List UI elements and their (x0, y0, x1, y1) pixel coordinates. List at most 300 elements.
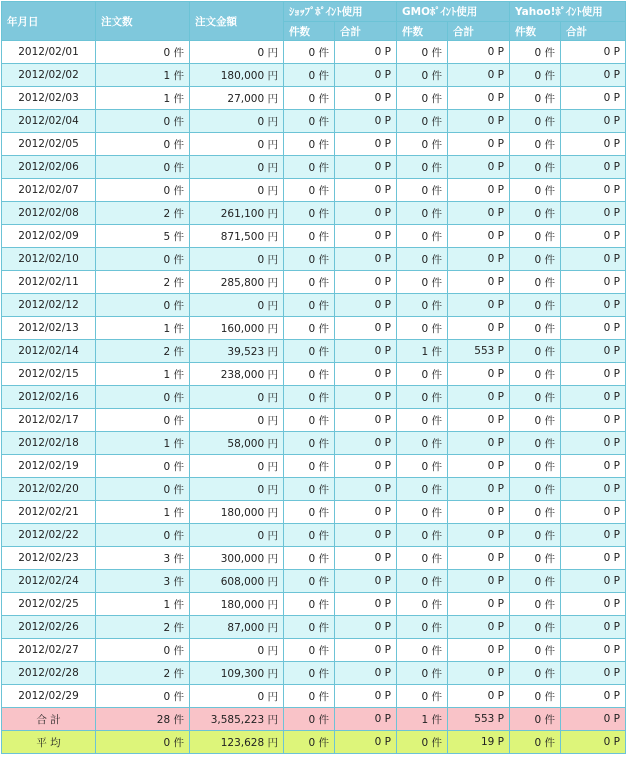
table-row (2, 317, 626, 340)
orders-cell: 0 件 (96, 179, 190, 202)
gmo-sum-cell: 0 P (448, 639, 510, 662)
table-body (2, 41, 626, 708)
date-cell: 2012/02/15 (2, 363, 96, 386)
date-cell: 2012/02/25 (2, 593, 96, 616)
amount-cell: 58,000 円 (190, 432, 284, 455)
average-shop-count: 0 件 (284, 731, 335, 754)
gmo-sum-cell: 0 P (448, 317, 510, 340)
average-gmo-count: 0 件 (397, 731, 448, 754)
gmo-sum-cell: 0 P (448, 386, 510, 409)
gmo-sum-cell: 0 P (448, 156, 510, 179)
yahoo-count-cell: 0 件 (510, 41, 561, 64)
gmo-count-cell: 0 件 (397, 87, 448, 110)
yahoo-sum-cell: 0 P (561, 501, 626, 524)
shop-sum-cell: 0 P (335, 593, 397, 616)
yahoo-sum-cell: 0 P (561, 478, 626, 501)
shop-sum-cell: 0 P (335, 87, 397, 110)
gmo-sum-cell: 553 P (448, 340, 510, 363)
date-cell: 2012/02/21 (2, 501, 96, 524)
shop-sum-cell: 0 P (335, 570, 397, 593)
amount-cell: 0 円 (190, 409, 284, 432)
yahoo-count-cell: 0 件 (510, 340, 561, 363)
yahoo-count-cell: 0 件 (510, 432, 561, 455)
total-label: 合 計 (2, 708, 96, 731)
gmo-sum-cell: 0 P (448, 248, 510, 271)
shop-sum-cell: 0 P (335, 478, 397, 501)
shop-count-cell: 0 件 (284, 133, 335, 156)
date-cell: 2012/02/01 (2, 41, 96, 64)
shop-count-cell: 0 件 (284, 547, 335, 570)
table-row (2, 662, 626, 685)
shop-count-cell: 0 件 (284, 386, 335, 409)
yahoo-count-cell: 0 件 (510, 87, 561, 110)
gmo-count-cell: 0 件 (397, 570, 448, 593)
gmo-sum-cell: 0 P (448, 110, 510, 133)
shop-sum-cell: 0 P (335, 409, 397, 432)
yahoo-sum-cell: 0 P (561, 662, 626, 685)
gmo-sum-cell: 0 P (448, 432, 510, 455)
average-row (2, 731, 626, 754)
yahoo-count-cell: 0 件 (510, 524, 561, 547)
header-orders: 注文数 (96, 2, 190, 41)
gmo-count-cell: 0 件 (397, 110, 448, 133)
average-yahoo-sum: 0 P (561, 731, 626, 754)
yahoo-sum-cell: 0 P (561, 271, 626, 294)
gmo-sum-cell: 0 P (448, 593, 510, 616)
gmo-sum-cell: 0 P (448, 616, 510, 639)
shop-sum-cell: 0 P (335, 110, 397, 133)
orders-cell: 3 件 (96, 547, 190, 570)
date-cell: 2012/02/19 (2, 455, 96, 478)
amount-cell: 300,000 円 (190, 547, 284, 570)
yahoo-count-cell: 0 件 (510, 179, 561, 202)
date-cell: 2012/02/18 (2, 432, 96, 455)
orders-cell: 0 件 (96, 133, 190, 156)
header-yahoo-points: Yahoo!ﾎﾟｲﾝﾄ使用 (510, 2, 626, 22)
yahoo-count-cell: 0 件 (510, 478, 561, 501)
gmo-sum-cell: 0 P (448, 570, 510, 593)
yahoo-sum-cell: 0 P (561, 248, 626, 271)
gmo-count-cell: 0 件 (397, 156, 448, 179)
yahoo-count-cell: 0 件 (510, 685, 561, 708)
table-row (2, 156, 626, 179)
gmo-count-cell: 0 件 (397, 317, 448, 340)
orders-cell: 2 件 (96, 662, 190, 685)
gmo-sum-cell: 0 P (448, 662, 510, 685)
header-shop-sum: 合計 (335, 22, 397, 41)
yahoo-sum-cell: 0 P (561, 639, 626, 662)
orders-cell: 1 件 (96, 64, 190, 87)
amount-cell: 0 円 (190, 639, 284, 662)
shop-sum-cell: 0 P (335, 179, 397, 202)
gmo-count-cell: 0 件 (397, 133, 448, 156)
table-row (2, 501, 626, 524)
table-row (2, 179, 626, 202)
yahoo-sum-cell: 0 P (561, 294, 626, 317)
shop-count-cell: 0 件 (284, 593, 335, 616)
amount-cell: 0 円 (190, 478, 284, 501)
orders-cell: 1 件 (96, 317, 190, 340)
gmo-count-cell: 0 件 (397, 501, 448, 524)
shop-count-cell: 0 件 (284, 41, 335, 64)
date-cell: 2012/02/16 (2, 386, 96, 409)
orders-cell: 1 件 (96, 363, 190, 386)
table-row (2, 363, 626, 386)
yahoo-count-cell: 0 件 (510, 248, 561, 271)
gmo-count-cell: 0 件 (397, 386, 448, 409)
orders-cell: 1 件 (96, 432, 190, 455)
gmo-count-cell: 0 件 (397, 478, 448, 501)
amount-cell: 87,000 円 (190, 616, 284, 639)
table-row (2, 87, 626, 110)
yahoo-count-cell: 0 件 (510, 271, 561, 294)
amount-cell: 0 円 (190, 110, 284, 133)
yahoo-count-cell: 0 件 (510, 547, 561, 570)
yahoo-sum-cell: 0 P (561, 179, 626, 202)
orders-cell: 0 件 (96, 685, 190, 708)
date-cell: 2012/02/12 (2, 294, 96, 317)
gmo-count-cell: 0 件 (397, 455, 448, 478)
shop-sum-cell: 0 P (335, 156, 397, 179)
shop-sum-cell: 0 P (335, 386, 397, 409)
shop-count-cell: 0 件 (284, 639, 335, 662)
date-cell: 2012/02/22 (2, 524, 96, 547)
amount-cell: 0 円 (190, 386, 284, 409)
table-row (2, 248, 626, 271)
date-cell: 2012/02/04 (2, 110, 96, 133)
total-amount: 3,585,223 円 (190, 708, 284, 731)
shop-sum-cell: 0 P (335, 225, 397, 248)
gmo-count-cell: 0 件 (397, 524, 448, 547)
gmo-sum-cell: 0 P (448, 133, 510, 156)
table-row (2, 639, 626, 662)
gmo-sum-cell: 0 P (448, 547, 510, 570)
header-yahoo-sum: 合計 (561, 22, 626, 41)
amount-cell: 109,300 円 (190, 662, 284, 685)
average-shop-sum: 0 P (335, 731, 397, 754)
shop-sum-cell: 0 P (335, 41, 397, 64)
date-cell: 2012/02/09 (2, 225, 96, 248)
amount-cell: 0 円 (190, 179, 284, 202)
shop-sum-cell: 0 P (335, 639, 397, 662)
gmo-count-cell: 0 件 (397, 225, 448, 248)
table-row (2, 41, 626, 64)
yahoo-sum-cell: 0 P (561, 432, 626, 455)
orders-cell: 0 件 (96, 248, 190, 271)
date-cell: 2012/02/13 (2, 317, 96, 340)
gmo-sum-cell: 0 P (448, 41, 510, 64)
shop-count-cell: 0 件 (284, 478, 335, 501)
yahoo-count-cell: 0 件 (510, 639, 561, 662)
gmo-count-cell: 0 件 (397, 202, 448, 225)
total-shop-sum: 0 P (335, 708, 397, 731)
orders-cell: 0 件 (96, 41, 190, 64)
total-gmo-count: 1 件 (397, 708, 448, 731)
orders-cell: 5 件 (96, 225, 190, 248)
orders-cell: 2 件 (96, 340, 190, 363)
orders-cell: 0 件 (96, 639, 190, 662)
table-row (2, 386, 626, 409)
gmo-count-cell: 0 件 (397, 616, 448, 639)
shop-count-cell: 0 件 (284, 570, 335, 593)
yahoo-sum-cell: 0 P (561, 64, 626, 87)
date-cell: 2012/02/27 (2, 639, 96, 662)
orders-cell: 0 件 (96, 110, 190, 133)
yahoo-count-cell: 0 件 (510, 156, 561, 179)
table-row (2, 478, 626, 501)
gmo-sum-cell: 0 P (448, 87, 510, 110)
orders-cell: 0 件 (96, 478, 190, 501)
yahoo-count-cell: 0 件 (510, 616, 561, 639)
orders-cell: 2 件 (96, 271, 190, 294)
yahoo-sum-cell: 0 P (561, 685, 626, 708)
shop-count-cell: 0 件 (284, 432, 335, 455)
amount-cell: 0 円 (190, 455, 284, 478)
shop-count-cell: 0 件 (284, 363, 335, 386)
shop-count-cell: 0 件 (284, 248, 335, 271)
yahoo-count-cell: 0 件 (510, 570, 561, 593)
gmo-sum-cell: 0 P (448, 271, 510, 294)
gmo-sum-cell: 0 P (448, 64, 510, 87)
table-row (2, 225, 626, 248)
gmo-sum-cell: 0 P (448, 179, 510, 202)
date-cell: 2012/02/26 (2, 616, 96, 639)
total-gmo-sum: 553 P (448, 708, 510, 731)
amount-cell: 160,000 円 (190, 317, 284, 340)
total-yahoo-count: 0 件 (510, 708, 561, 731)
yahoo-sum-cell: 0 P (561, 593, 626, 616)
yahoo-sum-cell: 0 P (561, 340, 626, 363)
orders-cell: 0 件 (96, 386, 190, 409)
shop-count-cell: 0 件 (284, 156, 335, 179)
shop-count-cell: 0 件 (284, 87, 335, 110)
orders-cell: 3 件 (96, 570, 190, 593)
shop-count-cell: 0 件 (284, 64, 335, 87)
gmo-count-cell: 0 件 (397, 639, 448, 662)
gmo-sum-cell: 0 P (448, 409, 510, 432)
amount-cell: 608,000 円 (190, 570, 284, 593)
shop-count-cell: 0 件 (284, 225, 335, 248)
shop-sum-cell: 0 P (335, 547, 397, 570)
date-cell: 2012/02/14 (2, 340, 96, 363)
yahoo-sum-cell: 0 P (561, 616, 626, 639)
average-yahoo-count: 0 件 (510, 731, 561, 754)
yahoo-count-cell: 0 件 (510, 662, 561, 685)
amount-cell: 0 円 (190, 524, 284, 547)
orders-cell: 0 件 (96, 156, 190, 179)
amount-cell: 0 円 (190, 41, 284, 64)
orders-cell: 0 件 (96, 409, 190, 432)
orders-cell: 0 件 (96, 524, 190, 547)
shop-sum-cell: 0 P (335, 294, 397, 317)
shop-count-cell: 0 件 (284, 455, 335, 478)
date-cell: 2012/02/17 (2, 409, 96, 432)
shop-sum-cell: 0 P (335, 616, 397, 639)
date-cell: 2012/02/08 (2, 202, 96, 225)
yahoo-count-cell: 0 件 (510, 386, 561, 409)
orders-cell: 1 件 (96, 593, 190, 616)
yahoo-count-cell: 0 件 (510, 363, 561, 386)
orders-cell: 1 件 (96, 501, 190, 524)
total-shop-count: 0 件 (284, 708, 335, 731)
yahoo-sum-cell: 0 P (561, 110, 626, 133)
gmo-sum-cell: 0 P (448, 455, 510, 478)
gmo-count-cell: 0 件 (397, 685, 448, 708)
shop-count-cell: 0 件 (284, 662, 335, 685)
gmo-count-cell: 0 件 (397, 432, 448, 455)
orders-cell: 0 件 (96, 294, 190, 317)
gmo-count-cell: 0 件 (397, 547, 448, 570)
total-yahoo-sum: 0 P (561, 708, 626, 731)
yahoo-count-cell: 0 件 (510, 225, 561, 248)
shop-sum-cell: 0 P (335, 501, 397, 524)
shop-count-cell: 0 件 (284, 340, 335, 363)
date-cell: 2012/02/11 (2, 271, 96, 294)
orders-cell: 2 件 (96, 202, 190, 225)
header-shop-points: ｼｮｯﾌﾟﾎﾟｲﾝﾄ使用 (284, 2, 397, 22)
yahoo-sum-cell: 0 P (561, 87, 626, 110)
yahoo-count-cell: 0 件 (510, 110, 561, 133)
date-cell: 2012/02/02 (2, 64, 96, 87)
date-cell: 2012/02/20 (2, 478, 96, 501)
header-shop-count: 件数 (284, 22, 335, 41)
amount-cell: 180,000 円 (190, 593, 284, 616)
shop-sum-cell: 0 P (335, 455, 397, 478)
shop-sum-cell: 0 P (335, 524, 397, 547)
table-row (2, 685, 626, 708)
yahoo-sum-cell: 0 P (561, 156, 626, 179)
shop-sum-cell: 0 P (335, 133, 397, 156)
date-cell: 2012/02/23 (2, 547, 96, 570)
table-row (2, 455, 626, 478)
yahoo-count-cell: 0 件 (510, 409, 561, 432)
table-row (2, 294, 626, 317)
yahoo-count-cell: 0 件 (510, 501, 561, 524)
amount-cell: 0 円 (190, 294, 284, 317)
shop-count-cell: 0 件 (284, 294, 335, 317)
amount-cell: 238,000 円 (190, 363, 284, 386)
gmo-count-cell: 0 件 (397, 593, 448, 616)
shop-count-cell: 0 件 (284, 616, 335, 639)
yahoo-sum-cell: 0 P (561, 386, 626, 409)
gmo-count-cell: 0 件 (397, 248, 448, 271)
table-row (2, 340, 626, 363)
header-gmo-sum: 合計 (448, 22, 510, 41)
gmo-count-cell: 0 件 (397, 271, 448, 294)
shop-count-cell: 0 件 (284, 202, 335, 225)
yahoo-count-cell: 0 件 (510, 64, 561, 87)
shop-sum-cell: 0 P (335, 662, 397, 685)
table-row (2, 524, 626, 547)
yahoo-sum-cell: 0 P (561, 409, 626, 432)
header-amount: 注文金額 (190, 2, 284, 41)
amount-cell: 180,000 円 (190, 64, 284, 87)
date-cell: 2012/02/24 (2, 570, 96, 593)
gmo-sum-cell: 0 P (448, 202, 510, 225)
date-cell: 2012/02/10 (2, 248, 96, 271)
amount-cell: 0 円 (190, 156, 284, 179)
amount-cell: 285,800 円 (190, 271, 284, 294)
table-row (2, 409, 626, 432)
yahoo-count-cell: 0 件 (510, 317, 561, 340)
gmo-sum-cell: 0 P (448, 294, 510, 317)
amount-cell: 871,500 円 (190, 225, 284, 248)
table-row (2, 271, 626, 294)
amount-cell: 261,100 円 (190, 202, 284, 225)
gmo-count-cell: 0 件 (397, 409, 448, 432)
yahoo-count-cell: 0 件 (510, 133, 561, 156)
amount-cell: 39,523 円 (190, 340, 284, 363)
shop-count-cell: 0 件 (284, 110, 335, 133)
table-row (2, 64, 626, 87)
table-row (2, 570, 626, 593)
amount-cell: 0 円 (190, 248, 284, 271)
total-row (2, 708, 626, 731)
shop-sum-cell: 0 P (335, 340, 397, 363)
amount-cell: 0 円 (190, 133, 284, 156)
header-date: 年月日 (2, 2, 96, 41)
table-row (2, 432, 626, 455)
shop-count-cell: 0 件 (284, 409, 335, 432)
table-row (2, 133, 626, 156)
amount-cell: 0 円 (190, 685, 284, 708)
yahoo-sum-cell: 0 P (561, 547, 626, 570)
average-label: 平 均 (2, 731, 96, 754)
yahoo-sum-cell: 0 P (561, 133, 626, 156)
date-cell: 2012/02/06 (2, 156, 96, 179)
orders-cell: 1 件 (96, 87, 190, 110)
shop-count-cell: 0 件 (284, 685, 335, 708)
date-cell: 2012/02/03 (2, 87, 96, 110)
gmo-count-cell: 0 件 (397, 294, 448, 317)
yahoo-count-cell: 0 件 (510, 455, 561, 478)
yahoo-sum-cell: 0 P (561, 363, 626, 386)
shop-sum-cell: 0 P (335, 64, 397, 87)
table-row (2, 593, 626, 616)
gmo-sum-cell: 0 P (448, 225, 510, 248)
total-orders: 28 件 (96, 708, 190, 731)
orders-cell: 2 件 (96, 616, 190, 639)
yahoo-sum-cell: 0 P (561, 317, 626, 340)
average-orders: 0 件 (96, 731, 190, 754)
orders-cell: 0 件 (96, 455, 190, 478)
yahoo-sum-cell: 0 P (561, 41, 626, 64)
shop-count-cell: 0 件 (284, 501, 335, 524)
gmo-count-cell: 0 件 (397, 64, 448, 87)
table-row (2, 547, 626, 570)
gmo-count-cell: 0 件 (397, 41, 448, 64)
average-amount: 123,628 円 (190, 731, 284, 754)
date-cell: 2012/02/05 (2, 133, 96, 156)
yahoo-sum-cell: 0 P (561, 225, 626, 248)
yahoo-sum-cell: 0 P (561, 202, 626, 225)
table-row (2, 110, 626, 133)
average-gmo-sum: 19 P (448, 731, 510, 754)
gmo-sum-cell: 0 P (448, 685, 510, 708)
shop-count-cell: 0 件 (284, 179, 335, 202)
gmo-count-cell: 0 件 (397, 662, 448, 685)
amount-cell: 27,000 円 (190, 87, 284, 110)
gmo-count-cell: 0 件 (397, 179, 448, 202)
yahoo-sum-cell: 0 P (561, 570, 626, 593)
gmo-sum-cell: 0 P (448, 524, 510, 547)
shop-count-cell: 0 件 (284, 271, 335, 294)
shop-sum-cell: 0 P (335, 248, 397, 271)
yahoo-count-cell: 0 件 (510, 294, 561, 317)
yahoo-count-cell: 0 件 (510, 593, 561, 616)
date-cell: 2012/02/07 (2, 179, 96, 202)
shop-count-cell: 0 件 (284, 524, 335, 547)
